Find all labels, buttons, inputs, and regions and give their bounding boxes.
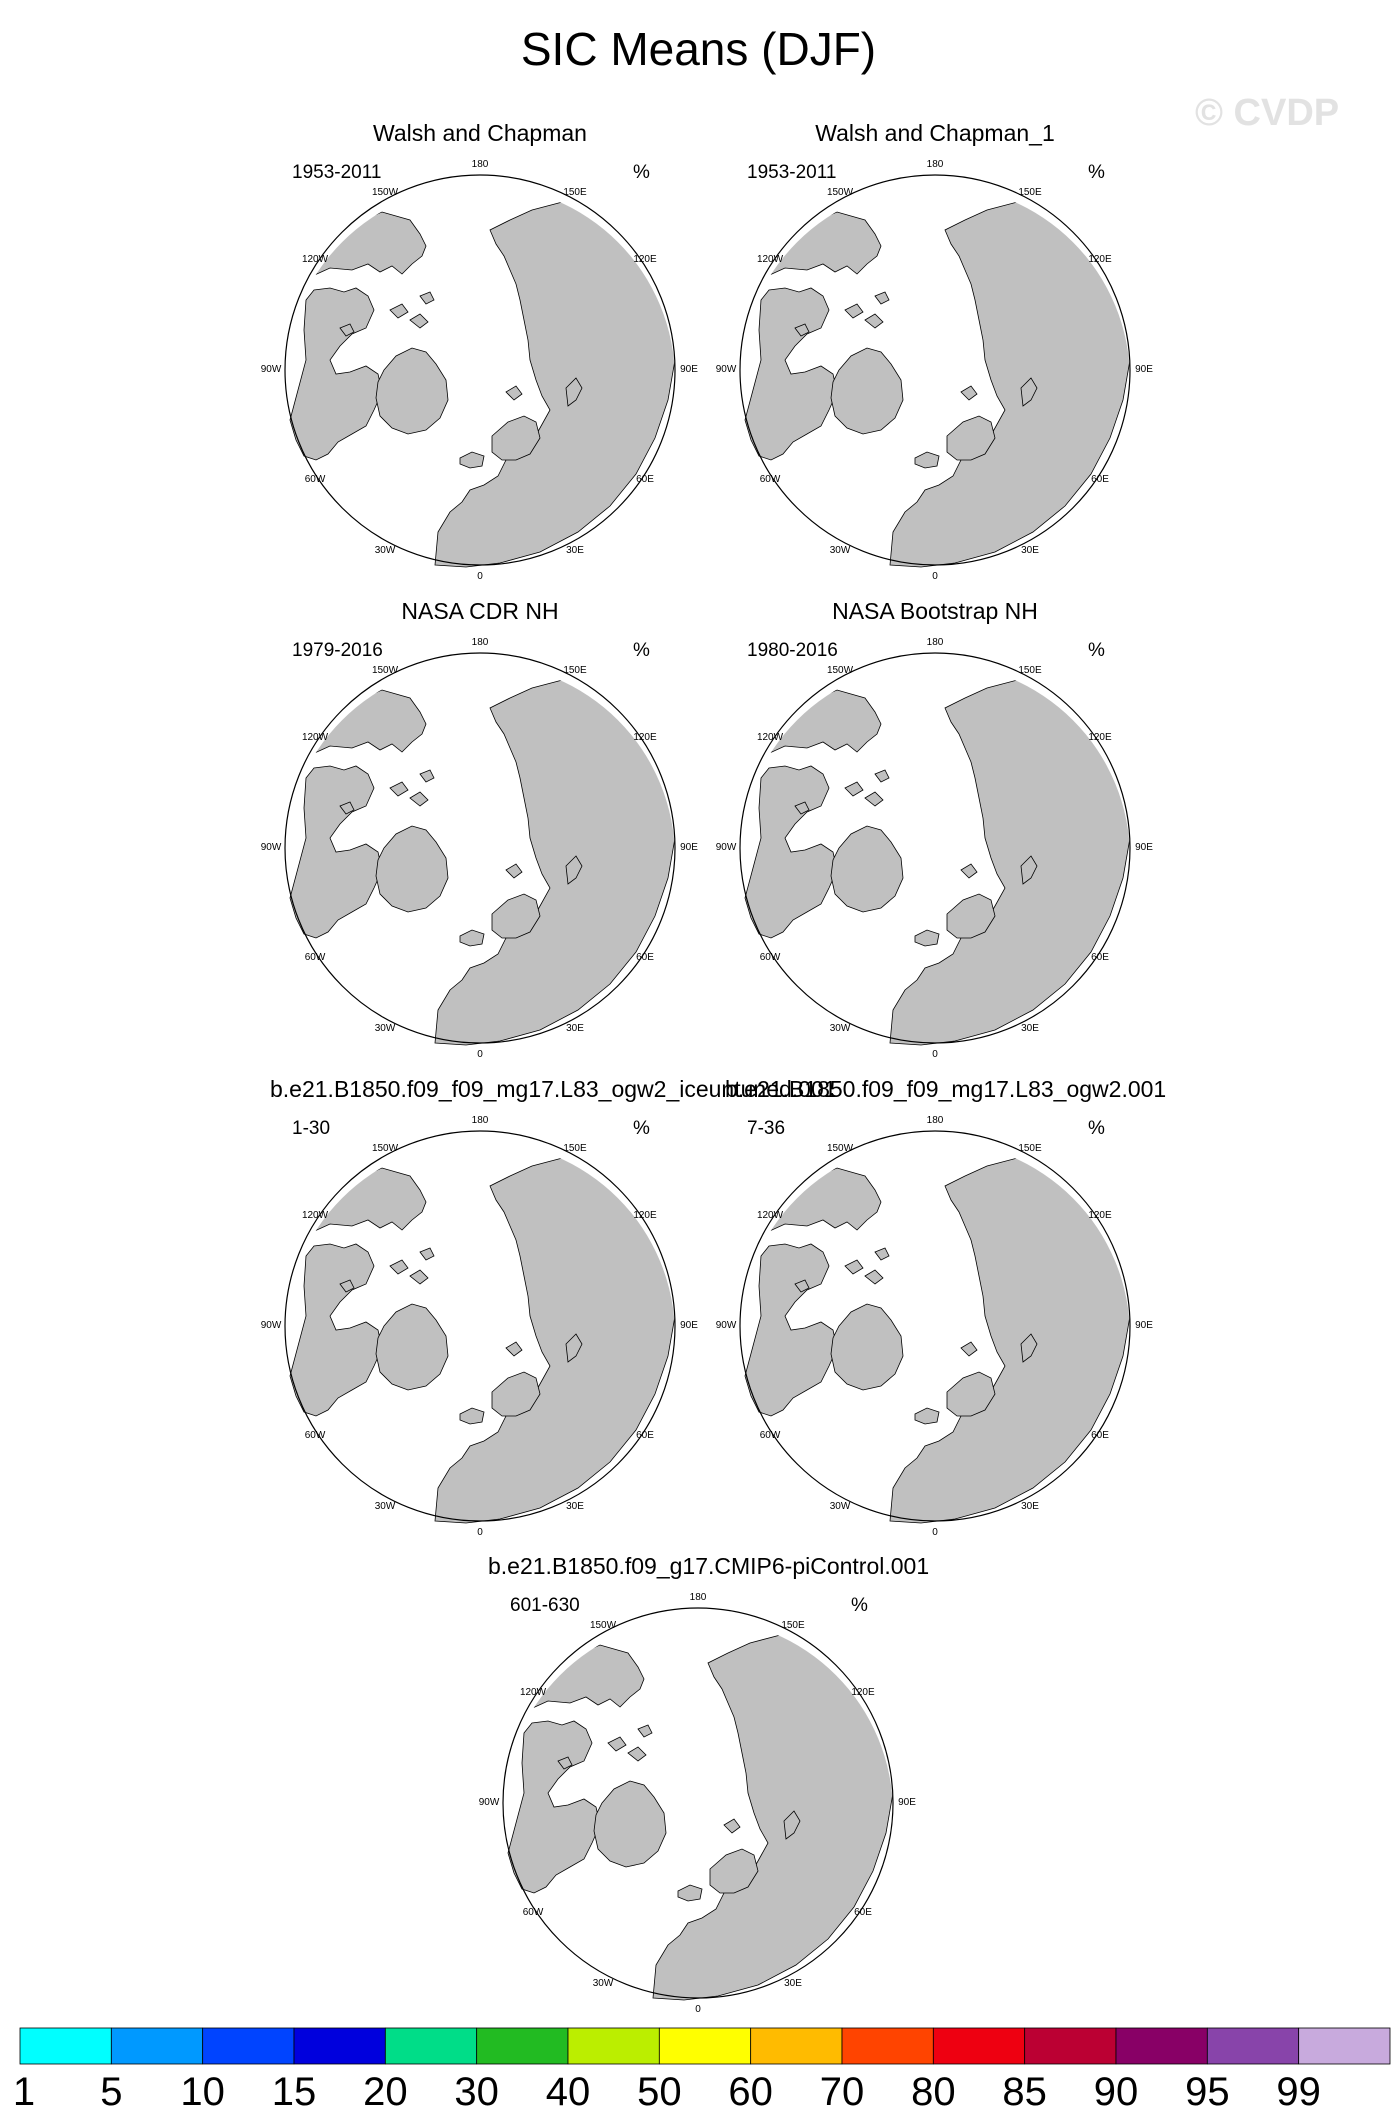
longitude-label: 150E: [1018, 665, 1042, 676]
colorbar-box: [477, 2028, 568, 2064]
longitude-label: 90W: [715, 842, 737, 853]
longitude-label: 120E: [633, 254, 657, 265]
longitude-label: 60W: [304, 952, 326, 963]
longitude-label: 60E: [636, 1430, 654, 1441]
polar-map: [260, 150, 698, 590]
longitude-label: 90E: [898, 1797, 916, 1808]
polar-map: [715, 1106, 1153, 1546]
colorbar-box: [842, 2028, 933, 2064]
longitude-label: 0: [477, 571, 483, 582]
longitude-label: 60W: [304, 474, 326, 485]
longitude-label: 120E: [1088, 254, 1112, 265]
panel-units: %: [1088, 640, 1105, 661]
longitude-label: 30E: [566, 545, 584, 556]
longitude-label: 60E: [854, 1907, 872, 1918]
map-panel: [260, 120, 698, 582]
longitude-label: 120W: [301, 1210, 329, 1221]
longitude-label: 30W: [829, 545, 851, 556]
longitude-label: 30E: [566, 1023, 584, 1034]
longitude-label: 180: [471, 159, 489, 170]
colorbar-box: [1116, 2028, 1207, 2064]
longitude-label: 30W: [374, 545, 396, 556]
polar-map: [478, 1583, 916, 2023]
longitude-label: 180: [926, 159, 944, 170]
panel-period: 1980-2016: [747, 640, 838, 661]
colorbar-tick-label: 30: [454, 2070, 499, 2114]
polar-map: [715, 628, 1153, 1068]
figure-title: SIC Means (DJF): [520, 23, 877, 75]
panel-title: NASA Bootstrap NH: [832, 598, 1038, 624]
longitude-label: 150E: [1018, 1143, 1042, 1154]
colorbar-box: [385, 2028, 476, 2064]
longitude-label: 150E: [563, 665, 587, 676]
longitude-label: 150E: [1018, 187, 1042, 198]
colorbar-tick-label: 5: [100, 2070, 123, 2114]
longitude-label: 90E: [680, 1320, 698, 1331]
colorbar-box: [294, 2028, 385, 2064]
longitude-label: 60E: [1091, 1430, 1109, 1441]
colorbar-tick-label: 1: [12, 2070, 36, 2114]
map-panel: [478, 1553, 930, 2015]
longitude-label: 0: [932, 1527, 938, 1538]
map-panel: [715, 1076, 1167, 1538]
panel-title: b.e21.B1850.f09_f09_mg17.L83_ogw2.001: [725, 1076, 1167, 1102]
colorbar-box: [1207, 2028, 1298, 2064]
colorbar-box: [568, 2028, 659, 2064]
longitude-label: 0: [932, 1049, 938, 1060]
colorbar-box: [20, 2028, 111, 2064]
longitude-label: 60W: [522, 1907, 544, 1918]
colorbar-box: [659, 2028, 750, 2064]
longitude-label: 90E: [680, 364, 698, 375]
longitude-label: 120W: [301, 254, 329, 265]
colorbar: [20, 2028, 1390, 2066]
longitude-label: 120W: [756, 732, 784, 743]
longitude-label: 150E: [563, 187, 587, 198]
colorbar-box: [1299, 2028, 1390, 2064]
longitude-label: 150W: [371, 1143, 399, 1154]
panel-units: %: [633, 162, 650, 183]
longitude-label: 180: [471, 1115, 489, 1126]
longitude-label: 60E: [636, 952, 654, 963]
longitude-label: 60E: [1091, 474, 1109, 485]
colorbar-tick-label: 70: [819, 2070, 865, 2114]
longitude-label: 180: [926, 637, 944, 648]
panel-title: Walsh and Chapman_1: [815, 120, 1055, 146]
colorbar-box: [933, 2028, 1024, 2064]
longitude-label: 30E: [1021, 1023, 1039, 1034]
map-panel: [715, 598, 1153, 1060]
panel-period: 601-630: [510, 1595, 580, 1616]
cvdp-watermark: © CVDP: [1195, 92, 1340, 134]
longitude-label: 90W: [478, 1797, 500, 1808]
longitude-label: 30E: [784, 1978, 802, 1989]
colorbar-box: [111, 2028, 202, 2064]
longitude-label: 0: [477, 1049, 483, 1060]
longitude-label: 30W: [829, 1023, 851, 1034]
panel-period: 1953-2011: [292, 162, 382, 183]
panel-units: %: [633, 1118, 650, 1139]
longitude-label: 150W: [826, 665, 854, 676]
panel-units: %: [1088, 162, 1105, 183]
longitude-label: 0: [695, 2004, 701, 2015]
longitude-label: 90E: [1135, 1320, 1153, 1331]
panel-units: %: [1088, 1118, 1105, 1139]
longitude-label: 60W: [759, 474, 781, 485]
longitude-label: 150W: [371, 187, 399, 198]
longitude-label: 150E: [563, 1143, 587, 1154]
panel-title: Walsh and Chapman: [373, 120, 587, 146]
longitude-label: 30W: [592, 1978, 614, 1989]
colorbar-tick-label: 95: [1185, 2070, 1230, 2114]
longitude-label: 150W: [826, 187, 854, 198]
longitude-label: 150W: [589, 1620, 617, 1631]
longitude-label: 180: [926, 1115, 944, 1126]
longitude-label: 180: [471, 637, 489, 648]
longitude-label: 30E: [1021, 545, 1039, 556]
longitude-label: 120W: [519, 1687, 547, 1698]
longitude-label: 60W: [304, 1430, 326, 1441]
longitude-label: 90W: [260, 1320, 282, 1331]
longitude-label: 120E: [633, 732, 657, 743]
longitude-label: 30W: [374, 1023, 396, 1034]
longitude-label: 120E: [851, 1687, 875, 1698]
colorbar-tick-label: 90: [1093, 2070, 1139, 2114]
longitude-label: 90W: [715, 1320, 737, 1331]
longitude-label: 180: [689, 1592, 707, 1603]
longitude-label: 30E: [566, 1501, 584, 1512]
longitude-label: 120W: [756, 254, 784, 265]
longitude-label: 30W: [374, 1501, 396, 1512]
longitude-label: 120E: [1088, 732, 1112, 743]
longitude-label: 120E: [633, 1210, 657, 1221]
longitude-label: 120E: [1088, 1210, 1112, 1221]
longitude-label: 120W: [756, 1210, 784, 1221]
longitude-label: 90E: [1135, 842, 1153, 853]
panel-period: 7-36: [747, 1118, 786, 1139]
longitude-label: 90E: [1135, 364, 1153, 375]
longitude-label: 150W: [826, 1143, 854, 1154]
colorbar-box: [203, 2028, 294, 2064]
longitude-label: 90W: [715, 364, 737, 375]
colorbar-tick-label: 99: [1276, 2070, 1321, 2114]
colorbar-tick-label: 60: [728, 2070, 773, 2114]
panel-period: 1979-2016: [292, 640, 383, 661]
map-panel: [715, 120, 1153, 582]
longitude-label: 90W: [260, 364, 282, 375]
panel-units: %: [851, 1595, 868, 1616]
longitude-label: 150E: [781, 1620, 805, 1631]
longitude-label: 0: [477, 1527, 483, 1538]
longitude-label: 150W: [371, 665, 399, 676]
panel-period: 1953-2011: [747, 162, 837, 183]
colorbar-tick-label: 50: [637, 2070, 682, 2114]
polar-map: [260, 628, 698, 1068]
colorbar-tick-label: 80: [911, 2070, 956, 2114]
longitude-label: 0: [932, 571, 938, 582]
colorbar-box: [1025, 2028, 1116, 2064]
colorbar-tick-label: 15: [271, 2070, 317, 2114]
polar-map: [260, 1106, 698, 1546]
panel-units: %: [633, 640, 650, 661]
longitude-label: 30E: [1021, 1501, 1039, 1512]
longitude-label: 60E: [636, 474, 654, 485]
colorbar-tick-label: 10: [180, 2070, 225, 2114]
map-panel: [260, 598, 698, 1060]
colorbar-tick-label: 85: [1002, 2070, 1047, 2114]
panel-period: 1-30: [292, 1118, 331, 1139]
polar-map: [715, 150, 1153, 590]
colorbar-tick-label: 20: [363, 2070, 408, 2114]
panel-title: b.e21.B1850.f09_f09_mg17.L83_ogw2_iceuntuned.001: [270, 1076, 837, 1102]
panel-title: b.e21.B1850.f09_g17.CMIP6-piControl.001: [488, 1553, 930, 1579]
colorbar-box: [751, 2028, 842, 2064]
longitude-label: 90E: [680, 842, 698, 853]
longitude-label: 30W: [829, 1501, 851, 1512]
longitude-label: 60E: [1091, 952, 1109, 963]
longitude-label: 90W: [260, 842, 282, 853]
colorbar-tick-label: 40: [545, 2070, 591, 2114]
panel-title: NASA CDR NH: [401, 598, 559, 624]
longitude-label: 60W: [759, 1430, 781, 1441]
longitude-label: 60W: [759, 952, 781, 963]
longitude-label: 120W: [301, 732, 329, 743]
